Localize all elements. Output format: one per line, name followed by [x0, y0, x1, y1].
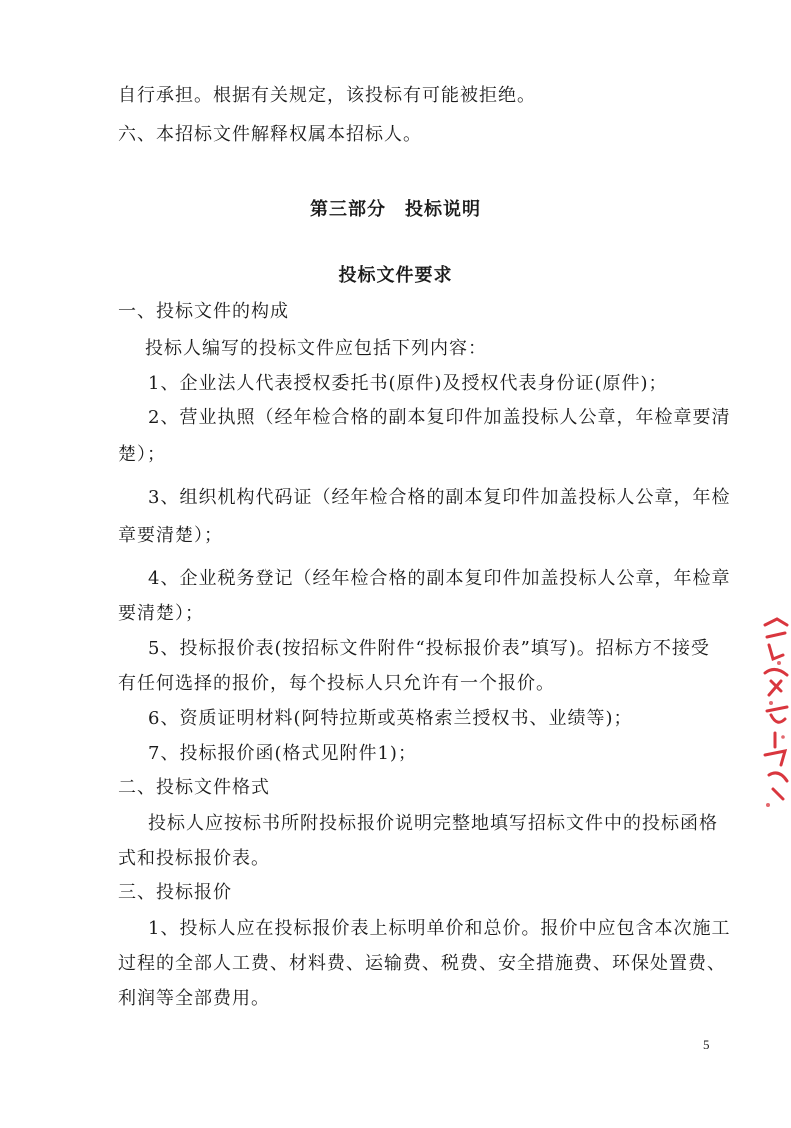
section-title: 投标文件要求: [338, 265, 453, 286]
section-six-line: 六、本招标文件解释权属本招标人。: [118, 124, 422, 145]
list-item: 2、营业执照（经年检合格的副本复印件加盖投标人公章，年检章要清: [148, 407, 731, 428]
list-item: 5、投标报价表(按招标文件附件“投标报价表”填写)。招标方不接受: [148, 638, 710, 659]
body-text-line: 1、投标人应在投标报价表上标明单价和总价。报价中应包含本次施工: [148, 918, 731, 939]
part-three-title: 第三部分 投标说明: [310, 199, 481, 220]
list-item: 7、投标报价函(格式见附件1)；: [148, 743, 417, 764]
subsection-heading: 二、投标文件格式: [118, 777, 270, 798]
seal-stamp: [759, 615, 791, 815]
list-item: 4、企业税务登记（经年检合格的副本复印件加盖投标人公章，年检章: [148, 568, 731, 589]
subsection-heading: 一、投标文件的构成: [118, 301, 289, 322]
body-text-line: 式和投标报价表。: [118, 848, 270, 869]
list-item: 6、资质证明材料(阿特拉斯或英格索兰授权书、业绩等)；: [148, 708, 633, 729]
list-item-continuation: 有任何选择的报价，每个投标人只允许有一个报价。: [118, 673, 555, 694]
list-item: 3、组织机构代码证（经年检合格的副本复印件加盖投标人公章，年检: [148, 487, 731, 508]
list-item-continuation: 章要清楚）；: [118, 525, 223, 546]
body-text-line: 投标人编写的投标文件应包括下列内容：: [145, 338, 487, 359]
list-item-continuation: 要清楚）；: [118, 603, 204, 624]
body-text-line: 利润等全部费用。: [118, 988, 270, 1009]
subsection-heading: 三、投标报价: [118, 882, 232, 903]
body-text-line: 自行承担。根据有关规定，该投标有可能被拒绝。: [118, 85, 536, 106]
list-item-continuation: 楚）；: [118, 444, 166, 465]
body-text-line: 投标人应按标书所附投标报价说明完整地填写招标文件中的投标函格: [148, 813, 718, 834]
body-text-line: 过程的全部人工费、材料费、运输费、税费、安全措施费、环保处置费、: [118, 953, 726, 974]
page-number: 5: [703, 1037, 710, 1052]
list-item: 1、企业法人代表授权委托书(原件)及授权代表身份证(原件)；: [148, 373, 668, 394]
